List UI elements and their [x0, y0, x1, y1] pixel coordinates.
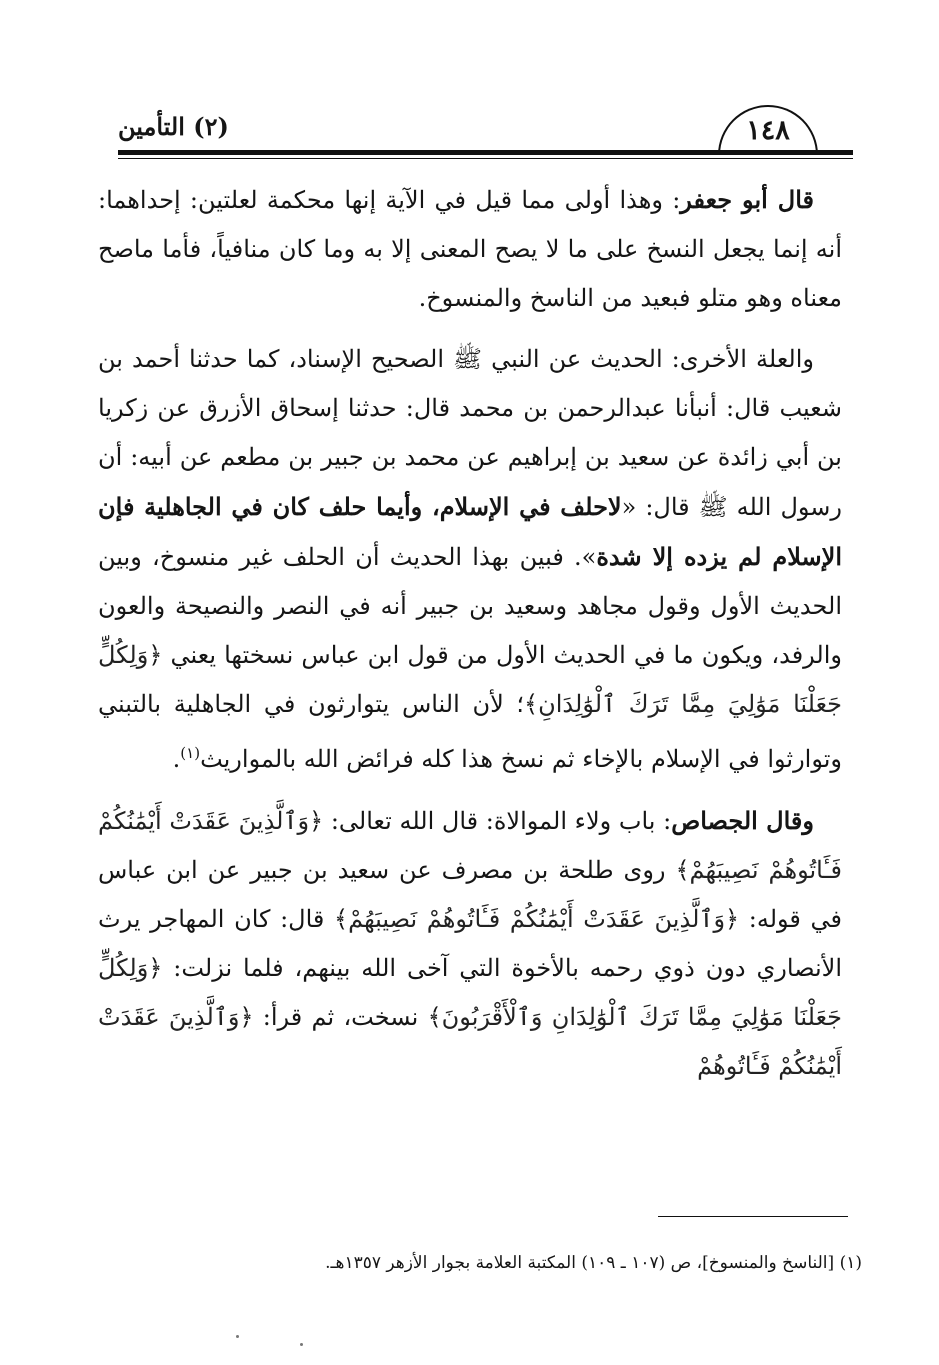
paragraph-2 [98, 335, 842, 784]
hadith-quote: لاحلف في الإسلام، وأيما حلف كان في الجاهلية فإن الإسلام لم يزده إلا شدة [98, 492, 842, 571]
quran-verse: وَٱلَّذِينَ عَقَدَتْ أَيْمَٰنُكُمْ فَـَٔاتُوهُمْ نَصِيبَهُمْ [348, 905, 726, 933]
paragraph-text: والعلة الأخرى: الحديث عن النبي ﷺ الصحيح الإسناد، كما حدثنا أحمد بن شعيب قال: أنبأنا عبدالرحمن بن محمد قال: حدثنا إسحاق الأزرق عن زكريا بن أبي زائدة عن سعيد بن إبراهيم عن محمد بن جبير بن مطعم عن أبيه: أن رسول الله ﷺ قال: « [98, 345, 842, 521]
quran-verse: وَلِكُلٍّ جَعَلْنَا مَوَٰلِيَ مِمَّا تَرَكَ ٱلْوَٰلِدَانِ وَٱلْأَقْرَبُونَ [98, 954, 842, 1031]
paragraph-text: : وهذا أولى مما قيل في الآية إنها محكمة لعلتين: إحداهما: أنه إنما يجعل النسخ على ما لا يصح المعنى إلا به وما كان منافياً، فأما ماصح معناه وهو متلو فبعيد من الناسخ والمنسوخ. [98, 186, 842, 312]
paragraph-text: : باب ولاء الموالاة: قال الله تعالى: ﴿ [309, 807, 672, 835]
paragraph-text: ﴾؛ لأن الناس يتوارثون في الجاهلية بالتبني وتوارثوا في الإسلام بالإخاء ثم نسخ هذا كله فرائض الله بالمواريث [98, 690, 842, 773]
paragraph-1 [98, 175, 842, 323]
paragraph-text: ﴾ نسخت، ثم قرأ: ﴿ [239, 1003, 442, 1031]
footnote-text: [الناسخ والمنسوخ]، ص (١٠٧ ـ ١٠٩) المكتبة العلامة بجوار الأزهر ١٣٥٧هـ. [325, 1253, 835, 1273]
quran-verse: وَٱلَّذِينَ عَقَدَتْ أَيْمَٰنُكُمْ فَـَٔاتُوهُمْ [98, 1003, 842, 1080]
header-rule [118, 150, 853, 155]
running-title: (٢) التأمين [118, 112, 229, 141]
page-number: ١٤٨ [718, 105, 818, 155]
main-text [98, 175, 842, 1103]
quran-verse: وَٱلَّذِينَ عَقَدَتْ أَيْمَٰنُكُمْ فَـَٔاتُوهُمْ نَصِيبَهُمْ [98, 807, 842, 884]
paragraph-text: ». فبين بهذا الحديث أن الحلف غير منسوخ، وبين الحديث الأول وقول مجاهد وسعيد بن جبير أنه في النصر والنصيحة والعون والرفد، ويكون ما في الحديث الأول من قول ابن عباس نسختها يعني ﴿ [98, 543, 842, 669]
footnote-separator [658, 1216, 848, 1217]
scan-speck [236, 1335, 239, 1338]
speaker-lead: قال أبو جعفر [680, 185, 814, 214]
paragraph-text: ﴾ قال: كان المهاجر يرث الأنصاري دون ذوي رحمه بالأخوة التي آخى الله بينهم، فلما نزلت: ﴿ [98, 905, 842, 982]
scan-speck [300, 1343, 303, 1346]
header-rule-thin [118, 158, 853, 159]
quran-verse: وَلِكُلٍّ جَعَلْنَا مَوَٰلِيَ مِمَّا تَرَكَ ٱلْوَٰلِدَانِ [98, 641, 842, 718]
paragraph-end: . [172, 745, 181, 773]
speaker-lead: وقال الجصاص [671, 806, 814, 835]
paragraph-text: ﴾ روى طلحة بن مصرف عن سعيد بن جبير عن ابن عباس في قوله: ﴿ [98, 856, 842, 933]
footnote-ref: (١) [180, 744, 201, 762]
footnote [180, 1250, 862, 1276]
footnote-number: (١) [839, 1253, 862, 1273]
paragraph-3 [98, 796, 842, 1091]
